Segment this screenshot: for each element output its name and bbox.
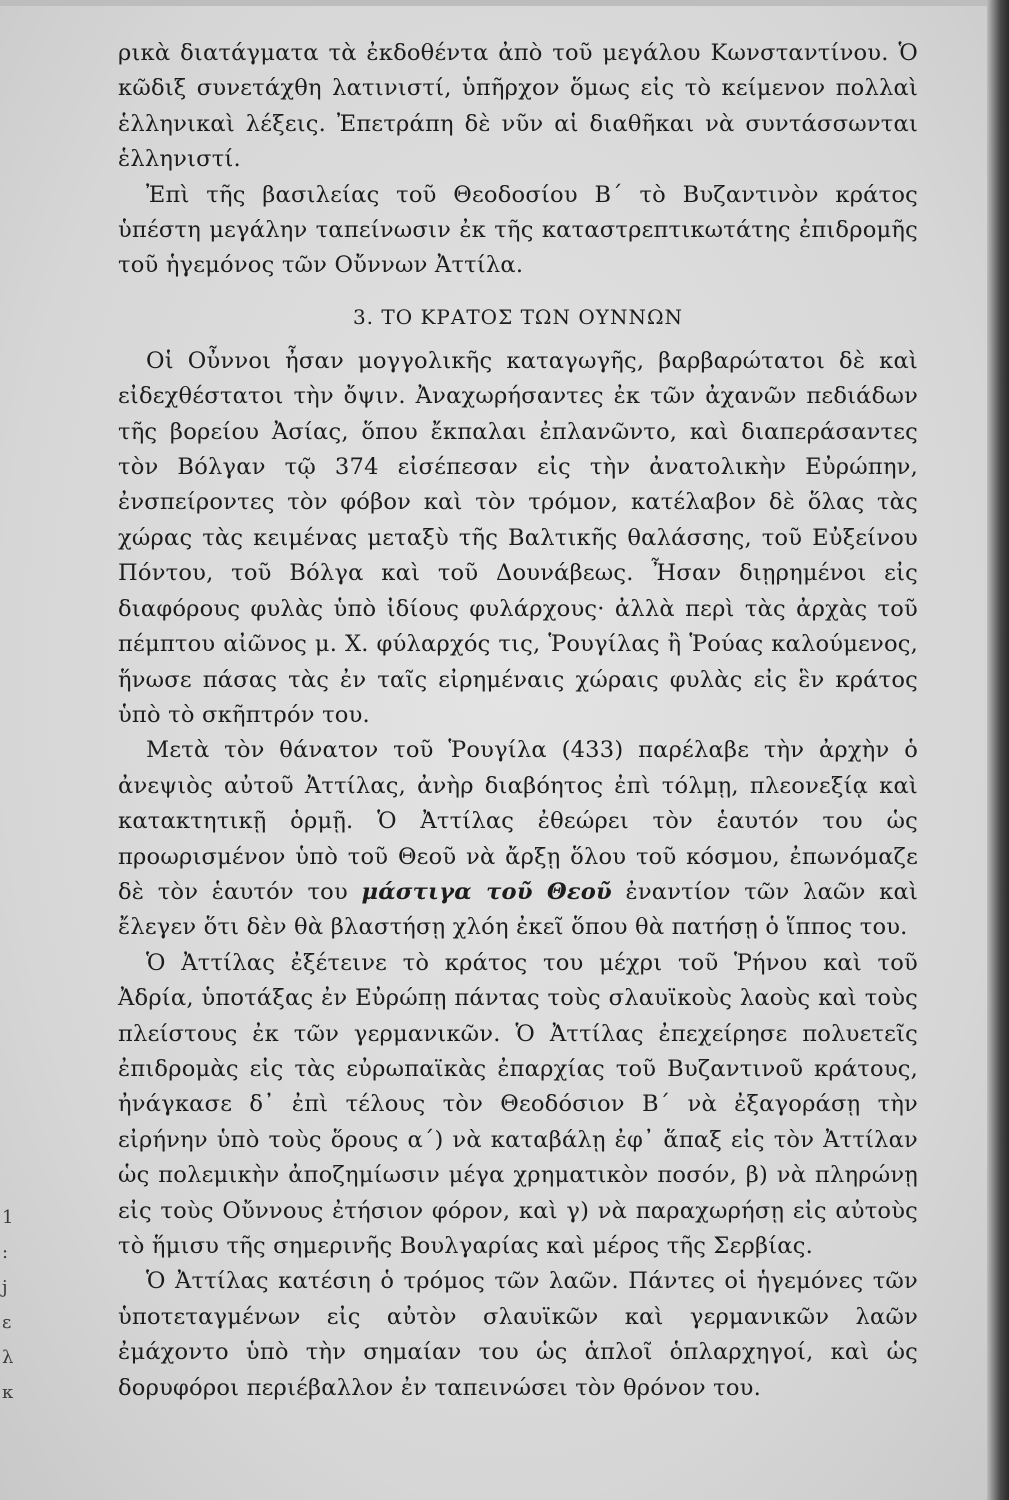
paragraph-1: ρικὰ διατάγματα τὰ ἐκδοθέντα ἀπὸ τοῦ μεγάλου Κωνσταντίνου. Ὁ κῶδιξ συνετάχθη λατινιστί, ὑπῆρχον ὅμως εἰς τὸ κείμενον πολλαὶ ἑλληνικαὶ λέξεις. Ἐπετράπη δὲ νῦν αἱ διαθῆκαι νὰ συντάσσωνται ἑλληνιστί. bbox=[118, 40, 918, 173]
paragraph-3: Οἱ Οὖννοι ἦσαν μογγολικῆς καταγωγῆς, βαρβαρώτατοι δὲ καὶ εἰδεχθέστατοι τὴν ὄψιν. Ἀναχωρήσαντες ἐκ τῶν ἀχανῶν πεδιάδων τῆς βορείου Ἀσίας, ὅπου ἔκπαλαι ἐπλανῶντο, καὶ διαπεράσαντες τὸν Βόλγαν τῷ 374 εἰσέπεσαν εἰς τὴν ἀνατολικὴν Εὐρώπην, ἐνσπείροντες τὸν φόβον καὶ τὸν τρόμον, κατέλαβον δὲ ὅλας τὰς χώρας τὰς κειμένας μεταξὺ τῆς Βαλτικῆς θαλάσσης, τοῦ Εὐξείνου Πόντου, τοῦ Βόλγα καὶ τοῦ Δουνάβεως. Ἦσαν διῃρημένοι εἰς διαφόρους φυλὰς ὑπὸ ἰδίους φυλάρχους· ἀλλὰ περὶ τὰς ἀρχὰς τοῦ πέμπτου αἰῶνος μ. Χ. φύλαρχός τις, Ῥουγίλας ἢ Ῥούας καλούμενος, ἥνωσε πάσας τὰς ἐν ταῖς εἰρημέναις χώραις φυλὰς εἰς ἓν κράτος ὑπὸ τὸ σκῆπτρόν του. bbox=[118, 347, 918, 728]
emphasis-scourge-of-god: μάστιγα τοῦ Θεοῦ bbox=[361, 878, 612, 905]
margin-mark: : bbox=[2, 1242, 9, 1263]
section-heading: 3. ΤΟ ΚΡΑΤΟΣ ΤΩΝ ΟΥΝΝΩΝ bbox=[352, 304, 684, 329]
paragraph-4-part-b: ἐναντίον τῶν λαῶν καὶ ἔλεγεν ὅτι δὲν θὰ βλαστήσῃ χλόη ἐκεῖ ὅπου θὰ πατήσῃ ὁ ἵππος του. bbox=[118, 878, 919, 941]
page-top-edge bbox=[0, 0, 1009, 6]
body-text bbox=[118, 36, 918, 1406]
margin-mark: λ bbox=[2, 1347, 14, 1368]
left-margin-marks bbox=[2, 1200, 18, 1410]
paragraph-6: Ὁ Ἀττίλας κατέσιη ὁ τρόμος τῶν λαῶν. Πάντες οἱ ἡγεμόνες τῶν ὑποτεταγμένων εἰς αὐτὸν σλαυϊκῶν καὶ γερμανικῶν λαῶν ἐμάχοντο ὑπὸ τὴν σημαίαν του ὡς ἁπλοῖ ὁπλαρχηγοί, καὶ ὡς δορυφόροι περιέβαλλον ἐν ταπεινώσει τὸν θρόνον του. bbox=[118, 1268, 918, 1401]
margin-mark: ε bbox=[2, 1312, 12, 1333]
margin-mark: 1 bbox=[2, 1207, 14, 1228]
paragraph-4-part-a: Μετὰ τὸν θάνατον τοῦ Ῥουγίλα (433) παρέλαβε τὴν ἀρχὴν ὁ ἀνεψιὸς αὐτοῦ Ἀττίλας, ἀνὴρ διαβόητος ἐπὶ τόλμῃ, πλεονεξίᾳ καὶ κατακτητικῇ ὁρμῇ. Ὁ Ἀττίλας ἐθεώρει τὸν ἑαυτόν του ὡς προωρισμένον ὑπὸ τοῦ Θεοῦ νὰ ἄρξῃ ὅλου τοῦ κόσμου, ἐπωνόμαζε δὲ τὸν ἑαυτόν του bbox=[118, 737, 918, 905]
page-binding-edge bbox=[987, 0, 1009, 1500]
paragraph-2: Ἐπὶ τῆς βασιλείας τοῦ Θεοδοσίου Β΄ τὸ Βυζαντινὸν κράτος ὑπέστη μεγάλην ταπείνωσιν ἐκ τῆς καταστρεπτικωτάτης ἐπιδρομῆς τοῦ ἡγεμόνος τῶν Οὔννων Ἀττίλα. bbox=[118, 181, 918, 279]
margin-mark: j bbox=[2, 1277, 8, 1298]
paragraph-5: Ὁ Ἀττίλας ἐξέτεινε τὸ κράτος του μέχρι τοῦ Ῥήνου καὶ τοῦ Ἀδρία, ὑποτάξας ἐν Εὐρώπῃ πάντας τοὺς σλαυϊκοὺς λαοὺς καὶ τοὺς πλείστους ἐκ τῶν γερμανικῶν. Ὁ Ἀττίλας ἐπεχείρησε πολυετεῖς ἐπιδρομὰς εἰς τὰς εὐρωπαϊκὰς ἐπαρχίας τοῦ Βυζαντινοῦ κράτους, ἠνάγκασε δ᾽ ἐπὶ τέλους τὸν Θεοδόσιον Β΄ νὰ ἐξαγοράσῃ τὴν εἰρήνην ὑπὸ τοὺς ὅρους α΄) νὰ καταβάλῃ ἐφ᾽ ἅπαξ εἰς τὸν Ἀττίλαν ὡς πολεμικὴν ἀποζημίωσιν μέγα χρηματικὸν ποσόν, β) νὰ πληρώνῃ εἰς τοὺς Οὔννους ἐτήσιον φόρον, καὶ γ) νὰ παραχωρήσῃ εἰς αὐτοὺς τὸ ἥμισυ τῆς σημερινῆς Βουλγαρίας καὶ μέρος τῆς Σερβίας. bbox=[118, 949, 918, 1259]
paragraph-4 bbox=[118, 733, 918, 945]
margin-mark: κ bbox=[2, 1382, 14, 1403]
